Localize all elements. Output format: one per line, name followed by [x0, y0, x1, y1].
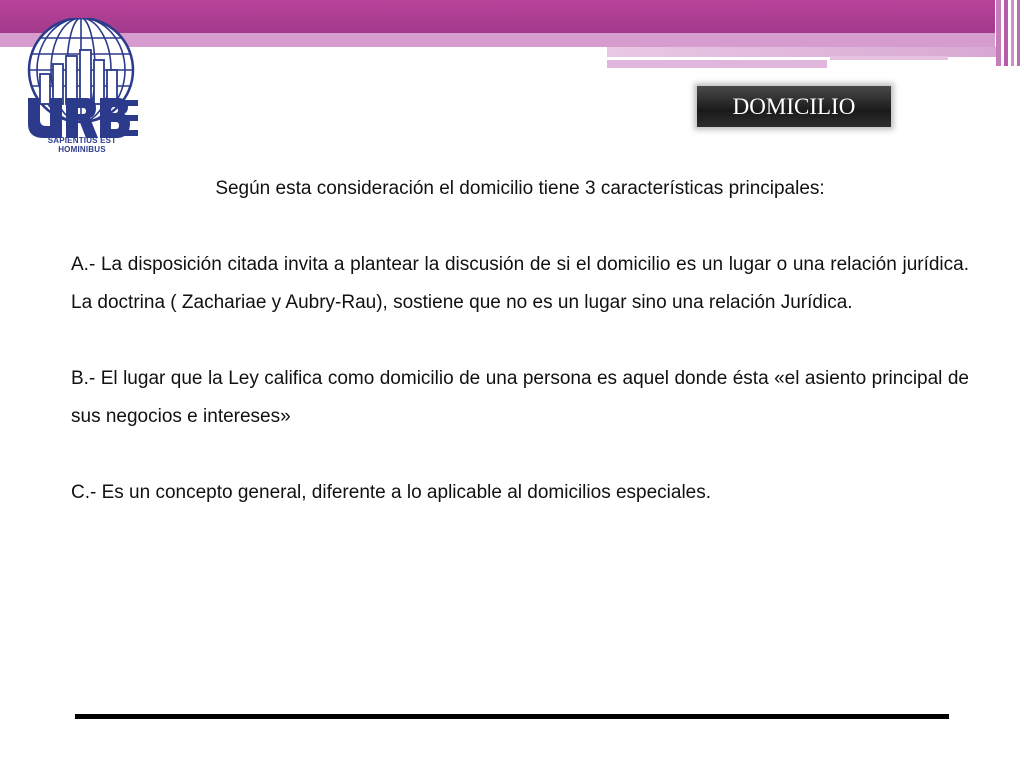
- top-bar: [0, 0, 995, 33]
- logo-motto: SAPIENTIUS EST HOMINIBUS: [47, 136, 117, 154]
- side-stripe: [1017, 0, 1020, 66]
- bottom-rule: [75, 714, 949, 719]
- top-bar-accent-2: [607, 60, 827, 68]
- urbe-logo: [22, 18, 140, 148]
- top-bar-accent-3: [830, 56, 948, 60]
- point-a: A.- La disposición citada invita a plantear la discusión de si el domicilio es un lugar o una relación jurídica. La doctrina ( Zachariae y Aubry-Rau), sostiene que no es un lugar sino una relación Jurídica.: [71, 254, 969, 313]
- top-bar-light: [0, 33, 995, 47]
- intro-text: Según esta consideración el domicilio tiene 3 características principales:: [215, 178, 825, 199]
- point-b: B.- El lugar que la Ley califica como domicilio de una persona es aquel donde ésta «el asiento principal de sus negocios e intereses»: [71, 368, 969, 427]
- slide-title: DOMICILIO: [697, 86, 891, 127]
- side-stripe: [1011, 0, 1014, 66]
- slide-body: [71, 170, 969, 512]
- side-stripe: [996, 0, 1001, 66]
- spacer: [71, 436, 969, 474]
- spacer: [71, 322, 969, 360]
- spacer: [71, 208, 969, 246]
- point-c: C.- Es un concepto general, diferente a lo aplicable al domicilios especiales.: [71, 482, 712, 503]
- side-stripe: [1004, 0, 1008, 66]
